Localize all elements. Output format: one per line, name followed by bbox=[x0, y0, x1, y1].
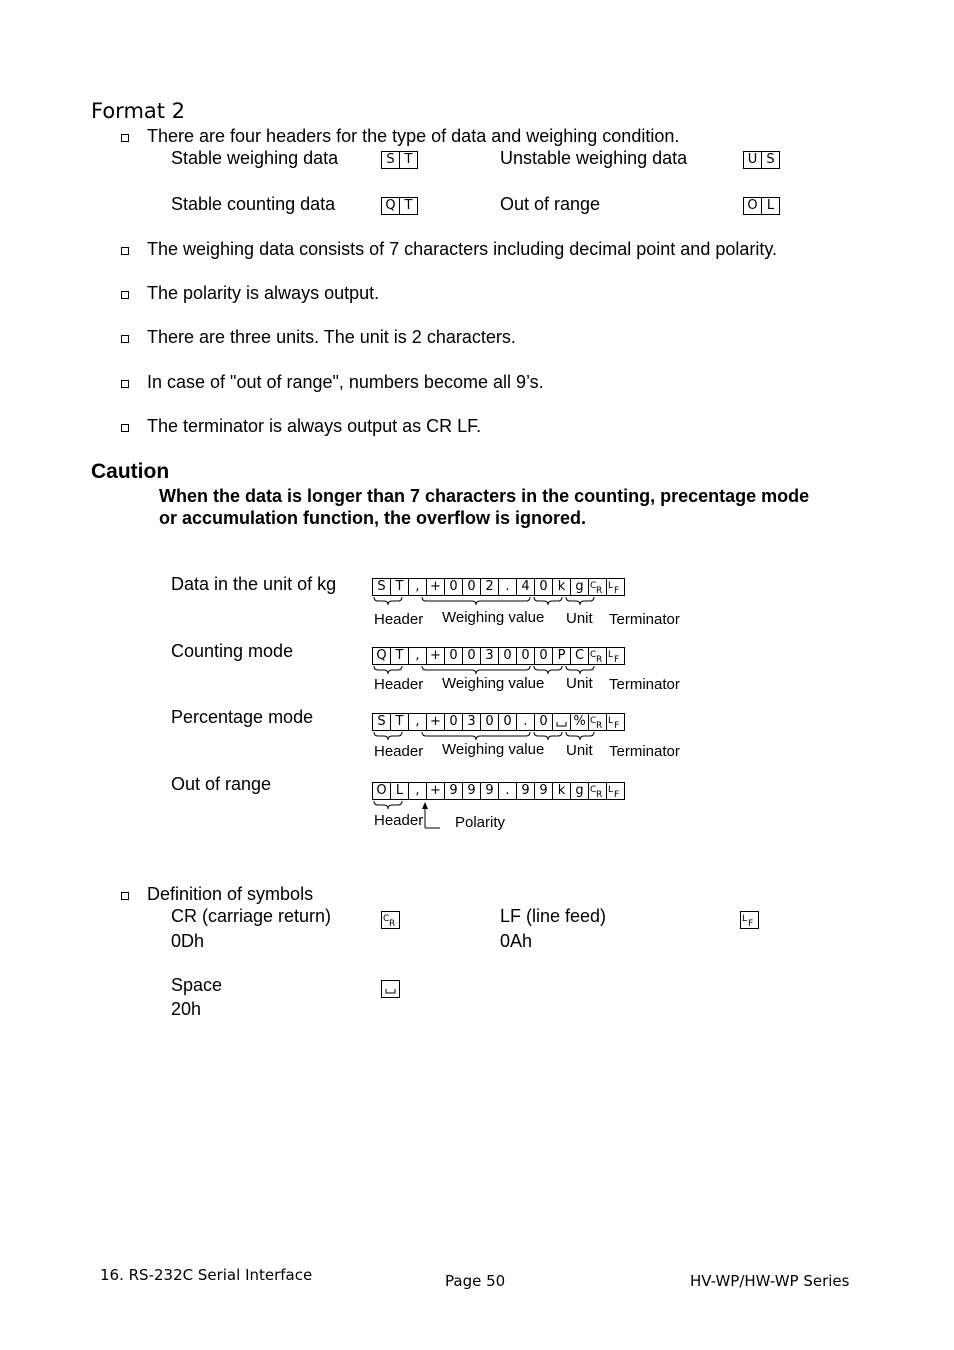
data-cell: k bbox=[552, 578, 571, 596]
code-cell: U bbox=[743, 151, 762, 169]
annotation-unit: Unit bbox=[566, 742, 593, 759]
data-cell: 0 bbox=[444, 578, 463, 596]
code-cell: T bbox=[399, 151, 418, 169]
code-cell: Q bbox=[381, 197, 400, 215]
data-cell: 0 bbox=[498, 647, 517, 665]
annotation-header: Header bbox=[374, 812, 424, 829]
data-cell: + bbox=[426, 647, 445, 665]
bullet-out-of-range: In case of "out of range", numbers become all 9’s. bbox=[147, 372, 544, 392]
bullet-headers-intro: There are four headers for the type of data and weighing condition. bbox=[147, 126, 680, 146]
data-cell: 0 bbox=[516, 647, 535, 665]
annotation-header: Header bbox=[374, 676, 424, 693]
data-cell: S bbox=[372, 713, 391, 731]
annotation-terminator: Terminator bbox=[609, 743, 680, 760]
svg-text:L: L bbox=[608, 716, 614, 726]
data-cell: . bbox=[498, 782, 517, 800]
data-cell: 0 bbox=[534, 578, 553, 596]
annotation-terminator: Terminator bbox=[609, 611, 680, 628]
data-cell: 0 bbox=[534, 647, 553, 665]
symbol-lf-hex: 0Ah bbox=[500, 931, 533, 951]
code-cell: T bbox=[399, 197, 418, 215]
data-cell: 9 bbox=[534, 782, 553, 800]
header-label-out-of-range: Out of range bbox=[500, 194, 601, 214]
symbol-cr-label: CR (carriage return) bbox=[171, 906, 332, 926]
svg-text:L: L bbox=[608, 785, 614, 795]
svg-text:R: R bbox=[596, 586, 603, 595]
bullet-terminator: The terminator is always output as CR LF. bbox=[147, 416, 482, 436]
example-label-counting: Counting mode bbox=[171, 641, 294, 661]
code-cell: L bbox=[761, 197, 780, 215]
svg-text:C: C bbox=[590, 716, 597, 726]
svg-text:R: R bbox=[596, 790, 603, 799]
data-cell: + bbox=[426, 713, 445, 731]
data-cell: 0 bbox=[480, 713, 499, 731]
annotation-unit: Unit bbox=[566, 610, 593, 627]
footer-series: HV-WP/HW-WP Series bbox=[690, 1272, 850, 1290]
svg-text:F: F bbox=[614, 721, 620, 730]
data-cell: L bbox=[390, 782, 409, 800]
header-brace bbox=[374, 801, 402, 809]
data-cell: C bbox=[570, 647, 589, 665]
svg-text:L: L bbox=[608, 581, 614, 591]
code-cell: S bbox=[381, 151, 400, 169]
data-cell: . bbox=[516, 713, 535, 731]
data-cell: , bbox=[408, 713, 427, 731]
annotation-weighing-value: Weighing value bbox=[442, 609, 545, 626]
symbol-lf-label: LF (line feed) bbox=[500, 906, 607, 926]
data-cell: 3 bbox=[462, 713, 481, 731]
data-cell: 2 bbox=[480, 578, 499, 596]
bullet-seven-chars: The weighing data consists of 7 characters including decimal point and polarity. bbox=[147, 239, 778, 259]
data-cell: , bbox=[408, 578, 427, 596]
bullet-polarity: The polarity is always output. bbox=[147, 283, 380, 303]
footer-page-number: Page 50 bbox=[445, 1272, 506, 1290]
svg-text:C: C bbox=[590, 581, 597, 591]
symbol-cr-hex: 0Dh bbox=[171, 931, 205, 951]
data-cell: 9 bbox=[444, 782, 463, 800]
example-label-percentage: Percentage mode bbox=[171, 707, 314, 727]
data-cell: , bbox=[408, 782, 427, 800]
arrow-up-icon bbox=[422, 802, 428, 809]
data-cell: O bbox=[372, 782, 391, 800]
data-cell: k bbox=[552, 782, 571, 800]
symbol-space-hex: 20h bbox=[171, 999, 202, 1019]
header-label-unstable-weighing: Unstable weighing data bbox=[500, 148, 688, 168]
data-cell: + bbox=[426, 782, 445, 800]
caution-text-line1: When the data is longer than 7 characters in the counting, precentage mode bbox=[159, 486, 810, 506]
annotation-terminator: Terminator bbox=[609, 676, 680, 693]
data-cell: Q bbox=[372, 647, 391, 665]
svg-text:C: C bbox=[383, 914, 390, 924]
lf-symbol-icon bbox=[740, 911, 759, 929]
data-cell: 9 bbox=[480, 782, 499, 800]
example-label-out-of-range: Out of range bbox=[171, 774, 272, 794]
data-cell: % bbox=[570, 713, 589, 731]
code-cell: S bbox=[761, 151, 780, 169]
data-cell: + bbox=[426, 578, 445, 596]
svg-text:F: F bbox=[614, 586, 620, 595]
header-label-stable-weighing: Stable weighing data bbox=[171, 148, 339, 168]
data-cell: 0 bbox=[444, 713, 463, 731]
data-cell: P bbox=[552, 647, 571, 665]
bullet-icon bbox=[121, 892, 129, 900]
data-cell: 4 bbox=[516, 578, 535, 596]
svg-text:C: C bbox=[590, 650, 597, 660]
caution-text-line2: or accumulation function, the overflow is ignored. bbox=[159, 508, 587, 528]
data-cell: , bbox=[408, 647, 427, 665]
data-cell: T bbox=[390, 578, 409, 596]
annotation-unit: Unit bbox=[566, 675, 593, 692]
svg-text:C: C bbox=[590, 785, 597, 795]
annotation-polarity: Polarity bbox=[455, 814, 506, 831]
header-label-stable-counting: Stable counting data bbox=[171, 194, 336, 214]
svg-text:F: F bbox=[614, 655, 620, 664]
example-label-kg: Data in the unit of kg bbox=[171, 574, 337, 594]
footer-section: 16. RS-232C Serial Interface bbox=[100, 1266, 313, 1284]
svg-text:R: R bbox=[596, 721, 603, 730]
data-cell: T bbox=[390, 647, 409, 665]
data-cell: g bbox=[570, 782, 589, 800]
data-cell: g bbox=[570, 578, 589, 596]
data-cell: 0 bbox=[462, 578, 481, 596]
data-cell: 9 bbox=[516, 782, 535, 800]
caution-heading: Caution bbox=[91, 460, 170, 483]
data-cell: 0 bbox=[462, 647, 481, 665]
svg-text:L: L bbox=[608, 650, 614, 660]
space-symbol-icon bbox=[381, 980, 400, 998]
annotation-header: Header bbox=[374, 611, 424, 628]
cr-symbol-icon bbox=[381, 911, 400, 929]
svg-text:R: R bbox=[596, 655, 603, 664]
symbols-intro: Definition of symbols bbox=[147, 884, 314, 904]
svg-text:L: L bbox=[742, 914, 748, 924]
annotation-header: Header bbox=[374, 743, 424, 760]
data-cell: T bbox=[390, 713, 409, 731]
data-cell: 0 bbox=[534, 713, 553, 731]
code-cell: O bbox=[743, 197, 762, 215]
section-heading: Format 2 bbox=[91, 99, 186, 123]
data-cell: 0 bbox=[444, 647, 463, 665]
svg-text:R: R bbox=[389, 919, 396, 928]
symbol-space-label: Space bbox=[171, 975, 223, 995]
data-cell: S bbox=[372, 578, 391, 596]
data-cell: 9 bbox=[462, 782, 481, 800]
svg-text:F: F bbox=[748, 919, 754, 928]
svg-text:F: F bbox=[614, 790, 620, 799]
bullet-units: There are three units. The unit is 2 characters. bbox=[147, 327, 516, 347]
annotation-weighing-value: Weighing value bbox=[442, 675, 545, 692]
data-cell: 0 bbox=[498, 713, 517, 731]
data-cell: 3 bbox=[480, 647, 499, 665]
data-cell: . bbox=[498, 578, 517, 596]
annotation-weighing-value: Weighing value bbox=[442, 741, 545, 758]
